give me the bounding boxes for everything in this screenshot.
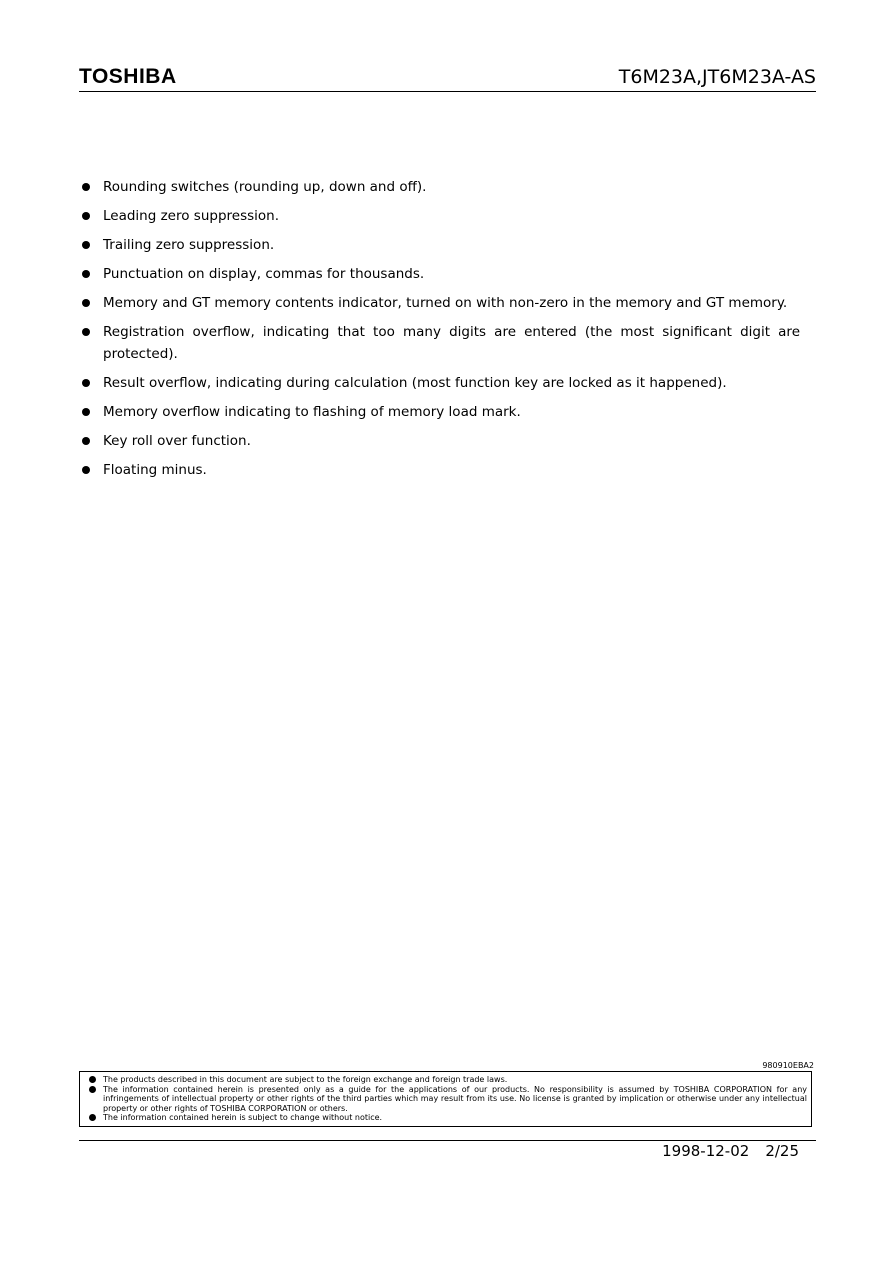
bullet-icon [82, 212, 90, 220]
footer-date: 1998-12-02 [662, 1142, 750, 1160]
bullet-icon [82, 466, 90, 474]
bullet-icon [82, 328, 90, 336]
page-footer [662, 1142, 799, 1160]
notice-item: The information contained herein is presented only as a guide for the applications of our products. No responsibility is assumed by TOSHIBA CORPORATION for any infringements of intellectual property or other rights of the third parties which may result from its use. No license is granted by implication or otherwise under any intellectual property or other rights of TOSHIBA CORPORATION or others. [86, 1085, 807, 1114]
list-item: Memory overflow indicating to flashing of memory load mark. [80, 401, 800, 423]
bullet-icon [82, 437, 90, 445]
page-header [79, 64, 816, 92]
bullet-icon [89, 1114, 96, 1121]
bullet-icon [89, 1076, 96, 1083]
list-item: Result overflow, indicating during calculation (most function key are locked as it happened). [80, 372, 800, 394]
document-reference: 980910EBA2 [762, 1061, 814, 1070]
list-item: Floating minus. [80, 459, 800, 481]
list-item: Punctuation on display, commas for thousands. [80, 263, 800, 285]
footer-divider [79, 1140, 816, 1141]
bullet-icon [89, 1086, 96, 1093]
bullet-icon [82, 379, 90, 387]
list-item: Key roll over function. [80, 430, 800, 452]
bullet-icon [82, 183, 90, 191]
bullet-icon [82, 270, 90, 278]
list-item: Memory and GT memory contents indicator, turned on with non-zero in the memory and GT memory. [80, 292, 800, 314]
notice-item: The products described in this document are subject to the foreign exchange and foreign trade laws. [86, 1075, 807, 1085]
bullet-icon [82, 299, 90, 307]
legal-notice-box [79, 1071, 812, 1127]
page-number: 2/25 [765, 1142, 799, 1160]
list-item: Rounding switches (rounding up, down and off). [80, 176, 800, 198]
part-number: T6M23A,JT6M23A-AS [618, 66, 816, 88]
bullet-icon [82, 408, 90, 416]
notice-item: The information contained herein is subject to change without notice. [86, 1113, 807, 1123]
list-item: Leading zero suppression. [80, 205, 800, 227]
bullet-icon [82, 241, 90, 249]
toshiba-logo: TOSHIBA [79, 65, 177, 88]
feature-list [80, 176, 800, 488]
list-item: Trailing zero suppression. [80, 234, 800, 256]
list-item: Registration overflow, indicating that too many digits are entered (the most significant digit are protected). [80, 321, 800, 365]
